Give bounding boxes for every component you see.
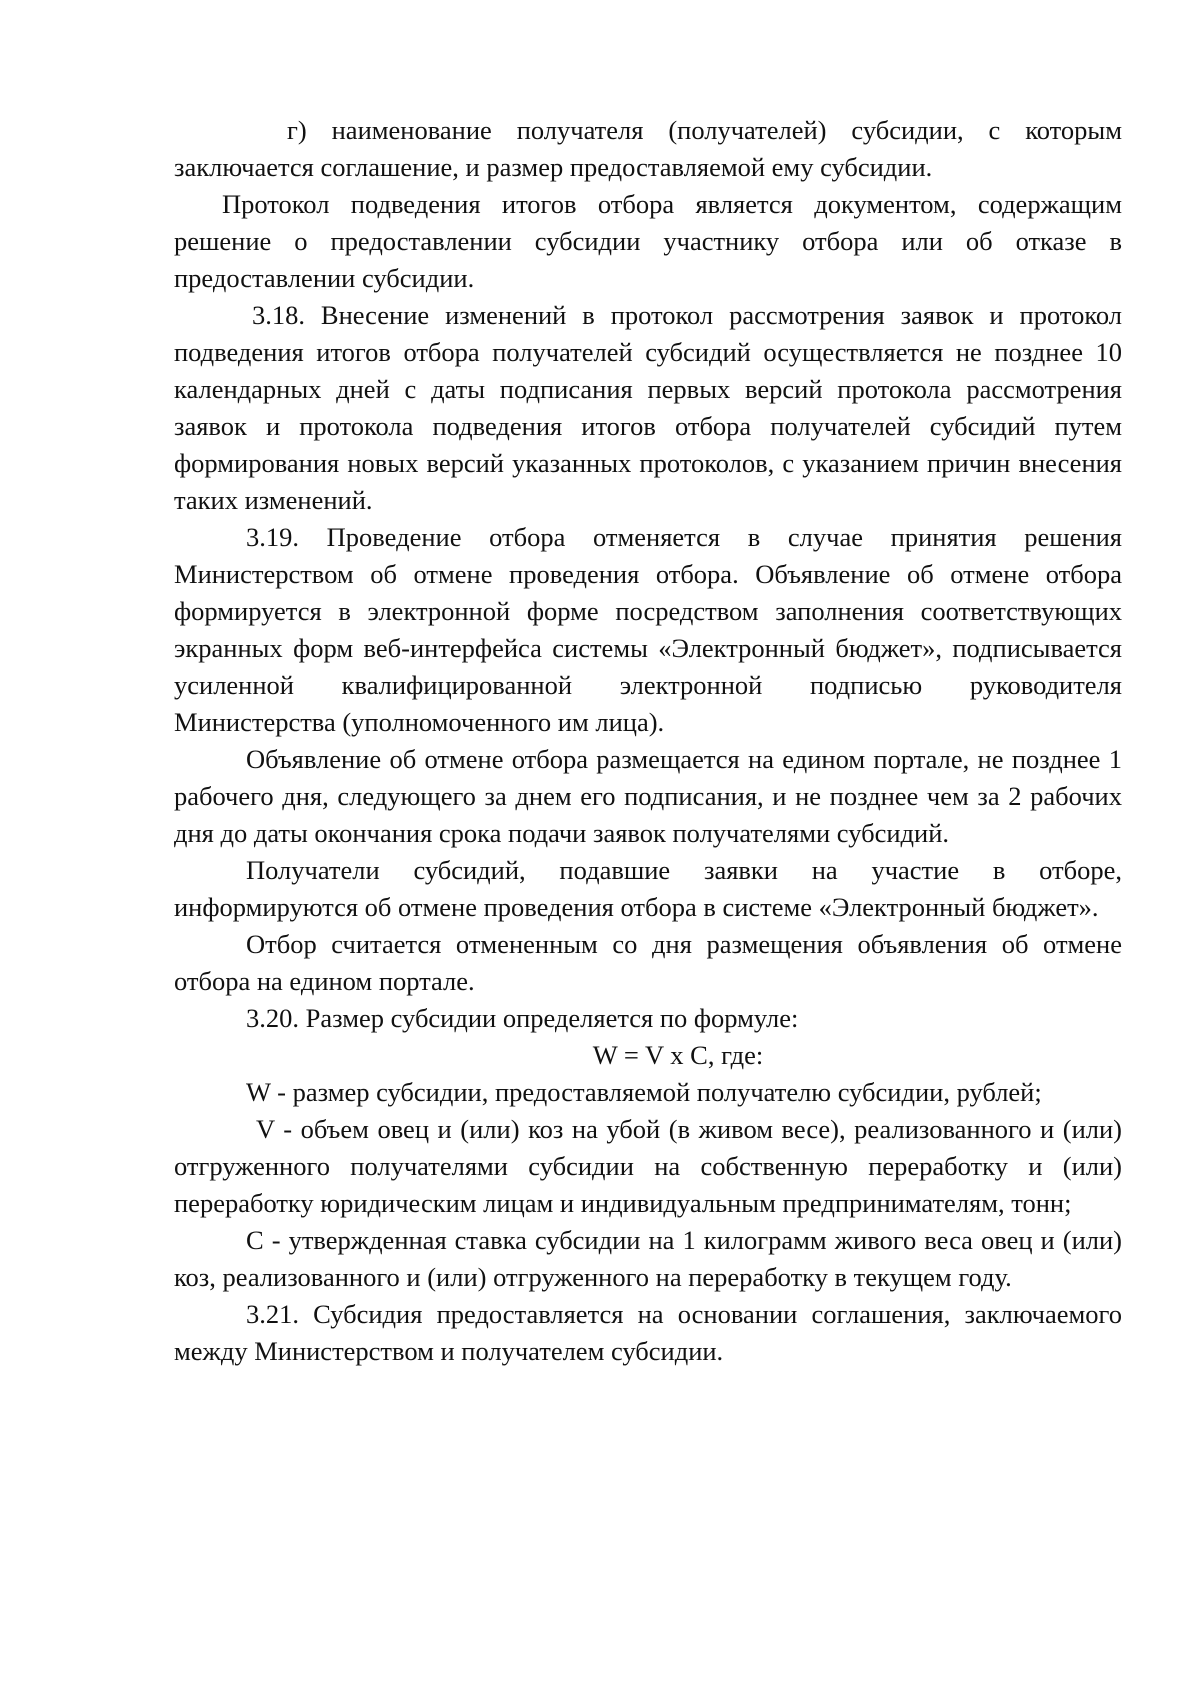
paragraph-v-definition: V - объем овец и (или) коз на убой (в живом весе), реализованного и (или) отгруженного получателями субсидии на собственную переработку и (или) переработку юридическим лицам и индивидуальным предпринимателям, тонн; [174,1114,1122,1218]
paragraph-w-definition: W - размер субсидии, предоставляемой получателю субсидии, рублей; [246,1077,1042,1107]
paragraph-3-18: 3.18. Внесение изменений в протокол рассмотрения заявок и протокол подведения итогов отбора получателей субсидий осуществляется не позднее 10 календарных дней с даты подписания первых версий протокола рассмотрения заявок и протокола подведения итогов отбора получателей субсидий путем формирования новых версий указанных протоколов, с указанием причин внесения таких изменений. [174,300,1122,515]
paragraph-protocol-definition: Протокол подведения итогов отбора является документом, содержащим решение о предоставлении субсидии участнику отбора или об отказе в предоставлении субсидии. [174,189,1122,293]
document-page [174,112,1122,1370]
paragraph-recipients-informed: Получатели субсидий, подавшие заявки на участие в отборе, информируются об отмене проведения отбора в системе «Электронный бюджет». [174,855,1122,922]
paragraph-3-20: 3.20. Размер субсидии определяется по формуле: [246,1003,799,1033]
paragraph-c-definition: C - утвержденная ставка субсидии на 1 килограмм живого веса овец и (или) коз, реализованного и (или) отгруженного на переработку в текущем году. [174,1225,1122,1292]
subsidy-formula: W = V x C, где: [592,1040,764,1070]
paragraph-cancel-announcement: Объявление об отмене отбора размещается на едином портале, не позднее 1 рабочего дня, следующего за днем его подписания, и не позднее чем за 2 рабочих дня до даты окончания срока подачи заявок получателями субсидий. [174,744,1122,848]
paragraph-3-19: 3.19. Проведение отбора отменяется в случае принятия решения Министерством об отмене проведения отбора. Объявление об отмене отбора формируется в электронной форме посредством заполнения соответствующих экранных форм веб-интерфейса системы «Электронный бюджет», подписывается усиленной квалифицированной электронной подписью руководителя Министерства (уполномоченного им лица). [174,522,1122,737]
paragraph-cancel-effective: Отбор считается отмененным со дня размещения объявления об отмене отбора на едином портале. [174,929,1122,996]
paragraph-3-21: 3.21. Субсидия предоставляется на основании соглашения, заключаемого между Министерством и получателем субсидии. [174,1299,1122,1366]
paragraph-item-g: г) наименование получателя (получателей) субсидии, с которым заключается соглашение, и размер предоставляемой ему субсидии. [174,115,1122,182]
